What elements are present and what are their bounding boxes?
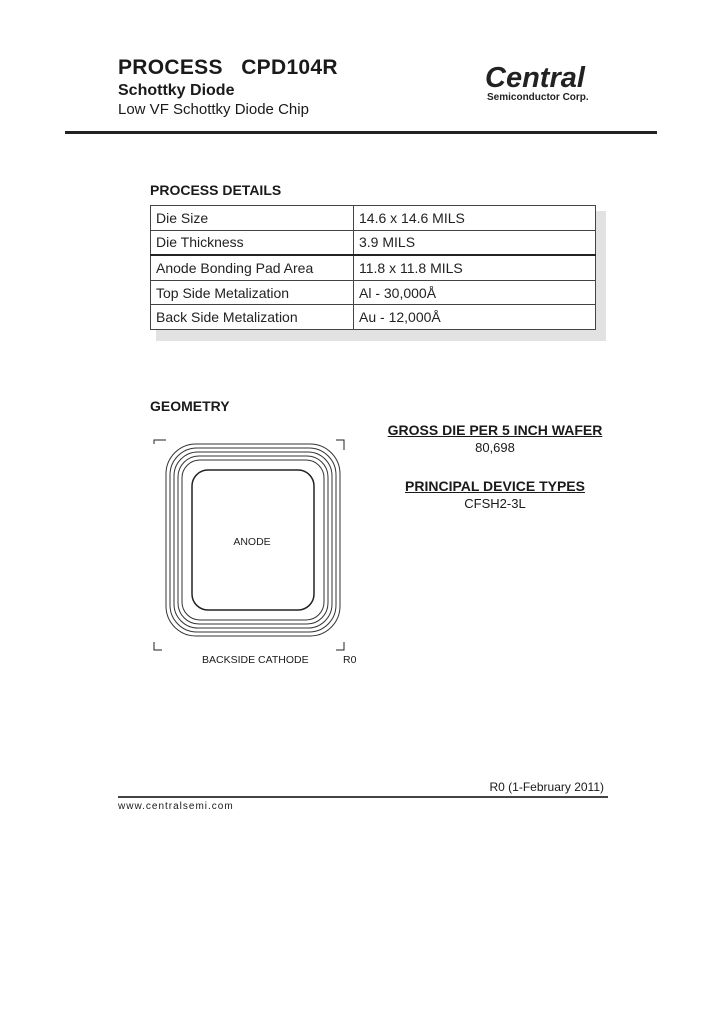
detail-label: Die Thickness: [151, 230, 354, 255]
detail-value: 3.9 MILS: [354, 230, 596, 255]
detail-value: Al - 30,000Å: [354, 280, 596, 305]
device-types-value: CFSH2-3L: [464, 496, 526, 511]
table-row: [151, 305, 596, 330]
corner-mark-bottom-left: [154, 642, 162, 650]
corner-mark-top-right: [336, 440, 344, 450]
process-details-table: [150, 205, 596, 330]
logo-tagline: Semiconductor Corp.: [487, 92, 589, 103]
website-link[interactable]: www.centralsemi.com: [118, 801, 234, 812]
detail-label: Back Side Metalization: [151, 305, 354, 330]
gross-die-heading: GROSS DIE PER 5 INCH WAFER: [387, 422, 603, 438]
central-logo: [485, 58, 605, 104]
process-label: PROCESS: [118, 56, 223, 79]
detail-label: Anode Bonding Pad Area: [151, 255, 354, 280]
backside-cathode-label: BACKSIDE CATHODE: [202, 654, 309, 666]
document-revision: R0 (1-February 2011): [489, 780, 604, 794]
die-revision-label: R0: [343, 654, 357, 666]
device-subtitle: Schottky Diode: [118, 82, 235, 99]
anode-label: ANODE: [233, 536, 271, 548]
process-code: CPD104R: [241, 56, 338, 79]
die-geometry-diagram: [150, 428, 360, 658]
logo-name: Central: [485, 62, 585, 94]
process-title: [118, 56, 338, 80]
process-details-title: PROCESS DETAILS: [150, 182, 282, 198]
device-description: Low VF Schottky Diode Chip: [118, 101, 309, 118]
corner-mark-top-left: [154, 440, 166, 444]
detail-value: Au - 12,000Å: [354, 305, 596, 330]
device-types-heading: PRINCIPAL DEVICE TYPES: [405, 478, 585, 494]
detail-value: 14.6 x 14.6 MILS: [354, 206, 596, 231]
geometry-title: GEOMETRY: [150, 398, 230, 414]
detail-value: 11.8 x 11.8 MILS: [354, 255, 596, 280]
detail-label: Top Side Metalization: [151, 280, 354, 305]
detail-label: Die Size: [151, 206, 354, 231]
header-divider: [65, 131, 657, 134]
table-row: [151, 206, 596, 231]
table-row: [151, 280, 596, 305]
table-row: [151, 255, 596, 280]
table-row: [151, 230, 596, 255]
gross-die-value: 80,698: [475, 440, 515, 455]
corner-mark-bottom-right: [336, 642, 344, 650]
footer-divider: [118, 796, 608, 798]
